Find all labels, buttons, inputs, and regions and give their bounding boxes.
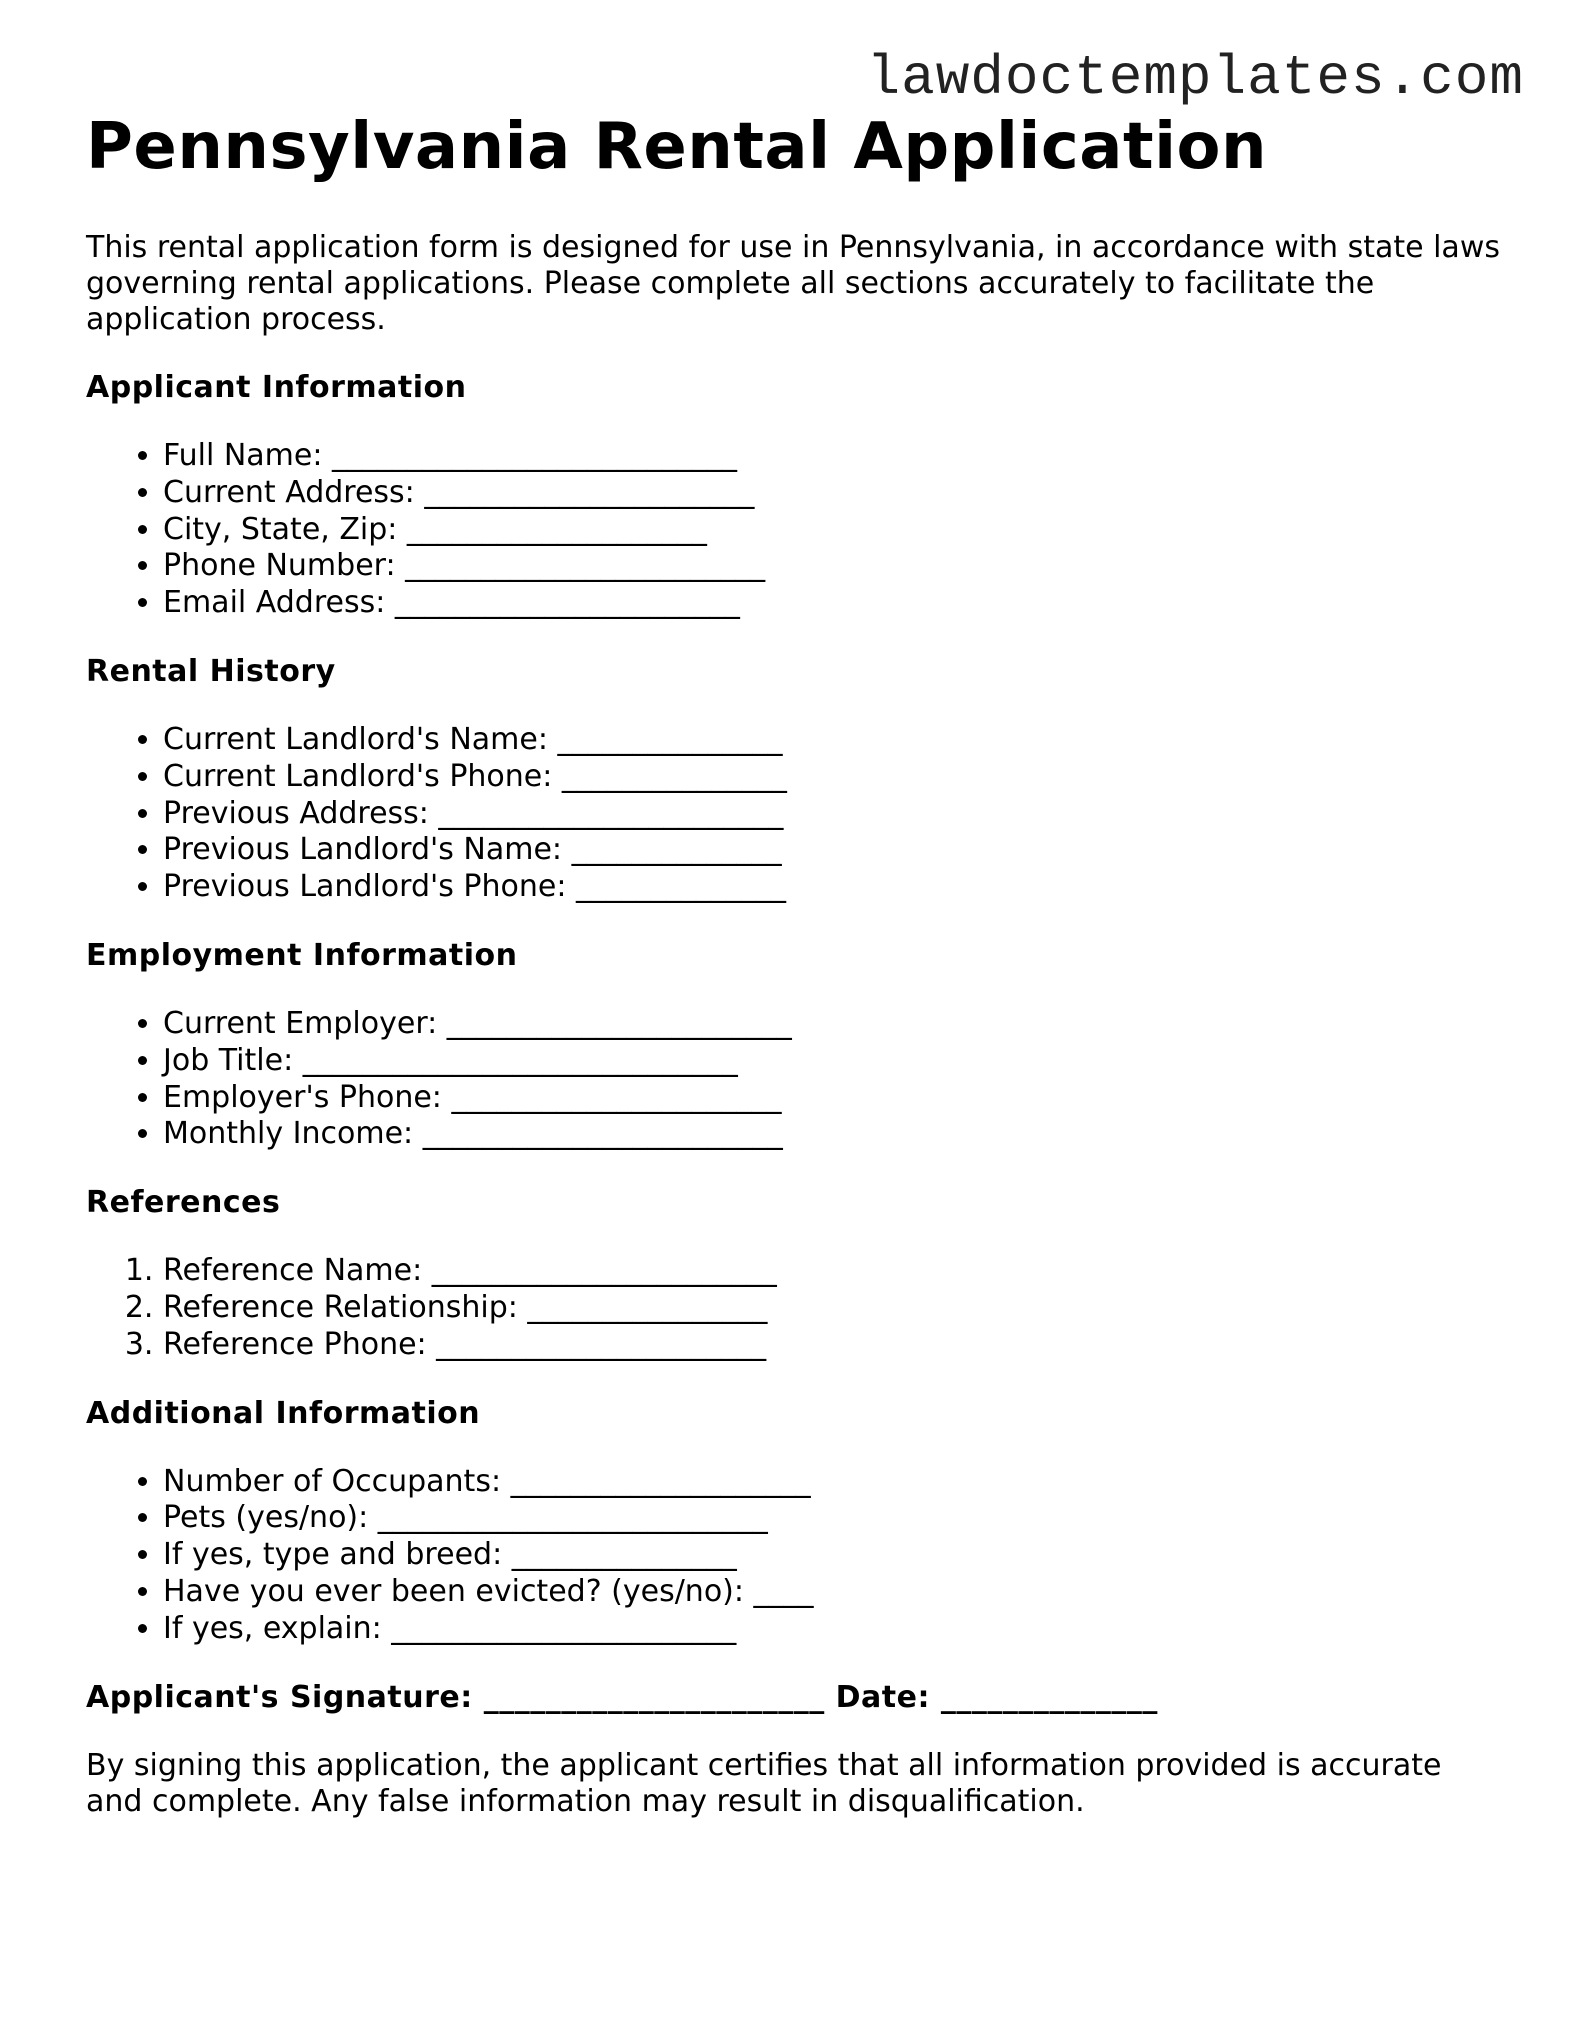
field-full-name[interactable]: • Full Name: ___________________________: [163, 438, 1506, 475]
section-heading-additional: Additional Information: [86, 1395, 481, 1431]
employment-fields-list: [86, 1006, 1506, 1153]
field-reference-phone[interactable]: 3. Reference Phone: ______________________: [163, 1327, 1506, 1364]
applicant-fields-list: [86, 438, 1506, 622]
field-number-of-occupants[interactable]: • Number of Occupants: ____________________: [163, 1464, 1506, 1501]
document-title: Pennsylvania Rental Application: [86, 110, 1268, 184]
field-reference-name[interactable]: 1. Reference Name: _______________________: [163, 1253, 1506, 1290]
field-previous-landlord-phone[interactable]: • Previous Landlord's Phone: ______________: [163, 869, 1506, 906]
field-job-title[interactable]: • Job Title: _____________________________: [163, 1043, 1506, 1080]
field-current-landlord-name[interactable]: • Current Landlord's Name: _______________: [163, 722, 1506, 759]
signature-date-line[interactable]: Applicant's Signature: ______________________ Date: ______________: [86, 1679, 1158, 1715]
field-eviction-explanation[interactable]: • If yes, explain: _______________________: [163, 1611, 1506, 1648]
field-reference-relationship[interactable]: 2. Reference Relationship: ________________: [163, 1290, 1506, 1327]
field-monthly-income[interactable]: • Monthly Income: ________________________: [163, 1116, 1506, 1153]
field-current-landlord-phone[interactable]: • Current Landlord's Phone: _______________: [163, 759, 1506, 796]
field-city-state-zip[interactable]: • City, State, Zip: ____________________: [163, 512, 1506, 549]
references-fields-list: [86, 1253, 1506, 1363]
field-employer-phone[interactable]: • Employer's Phone: ______________________: [163, 1080, 1506, 1117]
additional-fields-list: [86, 1464, 1506, 1648]
field-evicted[interactable]: • Have you ever been evicted? (yes/no): ____: [163, 1574, 1506, 1611]
field-pets[interactable]: • Pets (yes/no): __________________________: [163, 1500, 1506, 1537]
field-previous-landlord-name[interactable]: • Previous Landlord's Name: ______________: [163, 832, 1506, 869]
closing-certification: By signing this application, the applicant certifies that all information provided is accurate and complete. Any false information may result in disqualification.: [86, 1747, 1442, 1819]
rental-history-fields-list: [86, 722, 1506, 906]
field-phone-number[interactable]: • Phone Number: ________________________: [163, 548, 1506, 585]
field-previous-address[interactable]: • Previous Address: _______________________: [163, 796, 1506, 833]
field-current-address[interactable]: • Current Address: ______________________: [163, 475, 1506, 512]
section-heading-rental-history: Rental History: [86, 653, 336, 689]
intro-paragraph: This rental application form is designed for use in Pennsylvania, in accordance with state laws governing rental applications. Please complete all sections accurately to facilitate the application process.: [86, 230, 1500, 337]
section-heading-applicant: Applicant Information: [86, 370, 467, 405]
field-email-address[interactable]: • Email Address: _______________________: [163, 585, 1506, 622]
watermark-text: lawdoctemplates.com: [866, 46, 1524, 110]
document-page: [86, 108, 1506, 1820]
section-heading-employment: Employment Information: [86, 937, 518, 973]
field-current-employer[interactable]: • Current Employer: _______________________: [163, 1006, 1506, 1043]
field-pet-type-breed[interactable]: • If yes, type and breed: _______________: [163, 1537, 1506, 1574]
section-heading-references: References: [86, 1185, 281, 1221]
